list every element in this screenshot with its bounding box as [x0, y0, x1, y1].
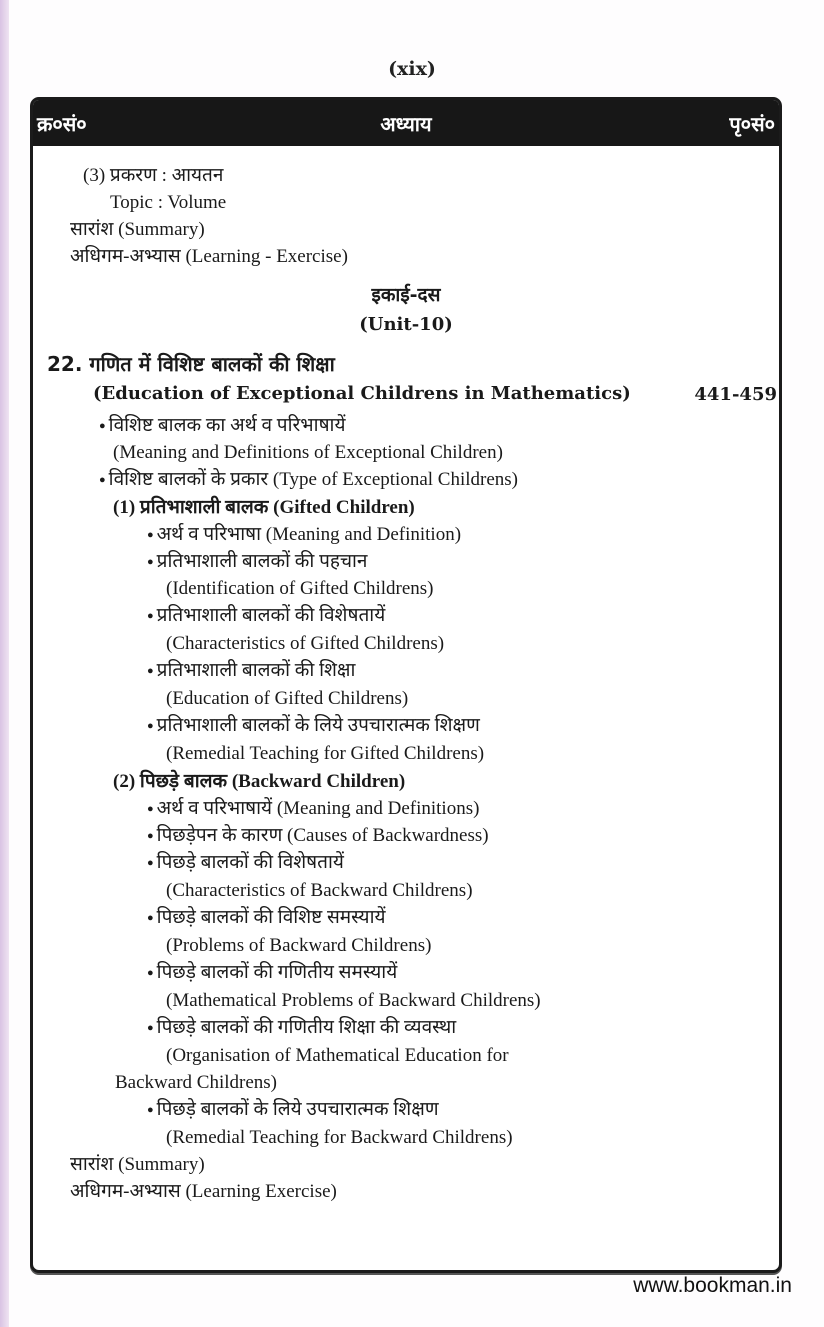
- exercise-entry: अधिगम-अभ्यास (Learning Exercise): [70, 1181, 337, 1202]
- list-item: ● पिछड़ेपन के कारण (Causes of Backwardness): [147, 824, 489, 850]
- chapter-title-english: (Education of Exceptional Childrens in Mathematics): [93, 383, 631, 404]
- list-item: ● पिछड़े बालकों की विशेषतायें: [147, 851, 344, 877]
- list-item: ● प्रतिभाशाली बालकों की शिक्षा: [147, 659, 355, 685]
- publisher-website: www.bookman.in: [633, 1274, 792, 1297]
- list-item: ● पिछड़े बालकों की गणितीय समस्यायें: [147, 961, 397, 987]
- list-item: ● पिछड़े बालकों की विशिष्ट समस्यायें: [147, 906, 386, 932]
- serial-column-header: क्र०सं०: [37, 112, 87, 136]
- topic-english: Topic : Volume: [110, 192, 227, 213]
- list-item: ● अर्थ व परिभाषा (Meaning and Definition): [147, 523, 461, 549]
- list-item-subtitle: (Characteristics of Gifted Childrens): [166, 633, 445, 654]
- subsection-heading-gifted: (1) प्रतिभाशाली बालक (Gifted Children): [113, 497, 415, 518]
- list-item: ● प्रतिभाशाली बालकों के लिये उपचारात्मक शिक्षण: [147, 714, 480, 740]
- list-item-subtitle: (Meaning and Definitions of Exceptional Children): [113, 442, 503, 463]
- chapter-page-range: 441-459: [694, 384, 777, 405]
- list-item-subtitle: (Identification of Gifted Childrens): [166, 578, 434, 599]
- list-item-subtitle: (Problems of Backward Childrens): [166, 935, 432, 956]
- list-item-subtitle: (Organisation of Mathematical Education for: [166, 1045, 509, 1066]
- list-item: ● विशिष्ट बालकों के प्रकार (Type of Exceptional Childrens): [99, 468, 518, 494]
- list-item-subtitle: (Remedial Teaching for Gifted Childrens): [166, 743, 485, 764]
- exercise-entry: अधिगम-अभ्यास (Learning - Exercise): [70, 246, 348, 267]
- summary-entry: सारांश (Summary): [70, 219, 205, 240]
- list-item-subtitle: (Characteristics of Backward Childrens): [166, 880, 473, 901]
- list-item: ● विशिष्ट बालक का अर्थ व परिभाषायें: [99, 414, 346, 440]
- chapter-number: 22.: [47, 352, 83, 376]
- chapter-entry[interactable]: [47, 352, 335, 376]
- list-item-subtitle-continued: Backward Childrens): [115, 1072, 277, 1093]
- page-number: (xix): [388, 58, 436, 80]
- list-item-subtitle: (Mathematical Problems of Backward Childrens): [166, 990, 541, 1011]
- list-item: ● प्रतिभाशाली बालकों की विशेषतायें: [147, 604, 385, 630]
- subsection-heading-backward: (2) पिछड़े बालक (Backward Children): [113, 771, 406, 792]
- list-item: ● पिछड़े बालकों की गणितीय शिक्षा की व्यवस्था: [147, 1016, 456, 1042]
- topic-hindi: (3) प्रकरण : आयतन: [83, 165, 224, 186]
- page-column-header: पृ०सं०: [729, 112, 775, 136]
- list-item: ● पिछड़े बालकों के लिये उपचारात्मक शिक्षण: [147, 1098, 439, 1124]
- list-item: ● अर्थ व परिभाषायें (Meaning and Definitions): [147, 797, 479, 823]
- toc-body: [33, 146, 779, 1270]
- page-edge-strip: [0, 0, 9, 1327]
- list-item: ● प्रतिभाशाली बालकों की पहचान: [147, 550, 367, 576]
- summary-entry: सारांश (Summary): [70, 1154, 205, 1175]
- chapter-column-header: अध्याय: [380, 112, 432, 136]
- table-of-contents: [30, 97, 782, 1273]
- unit-title-english: (Unit-10): [359, 314, 453, 335]
- toc-header: [33, 100, 779, 146]
- list-item-subtitle: (Education of Gifted Childrens): [166, 688, 409, 709]
- list-item-subtitle: (Remedial Teaching for Backward Childrens): [166, 1127, 513, 1148]
- chapter-title-hindi: गणित में विशिष्ट बालकों की शिक्षा: [89, 352, 335, 376]
- unit-title-hindi: इकाई-दस: [371, 284, 441, 306]
